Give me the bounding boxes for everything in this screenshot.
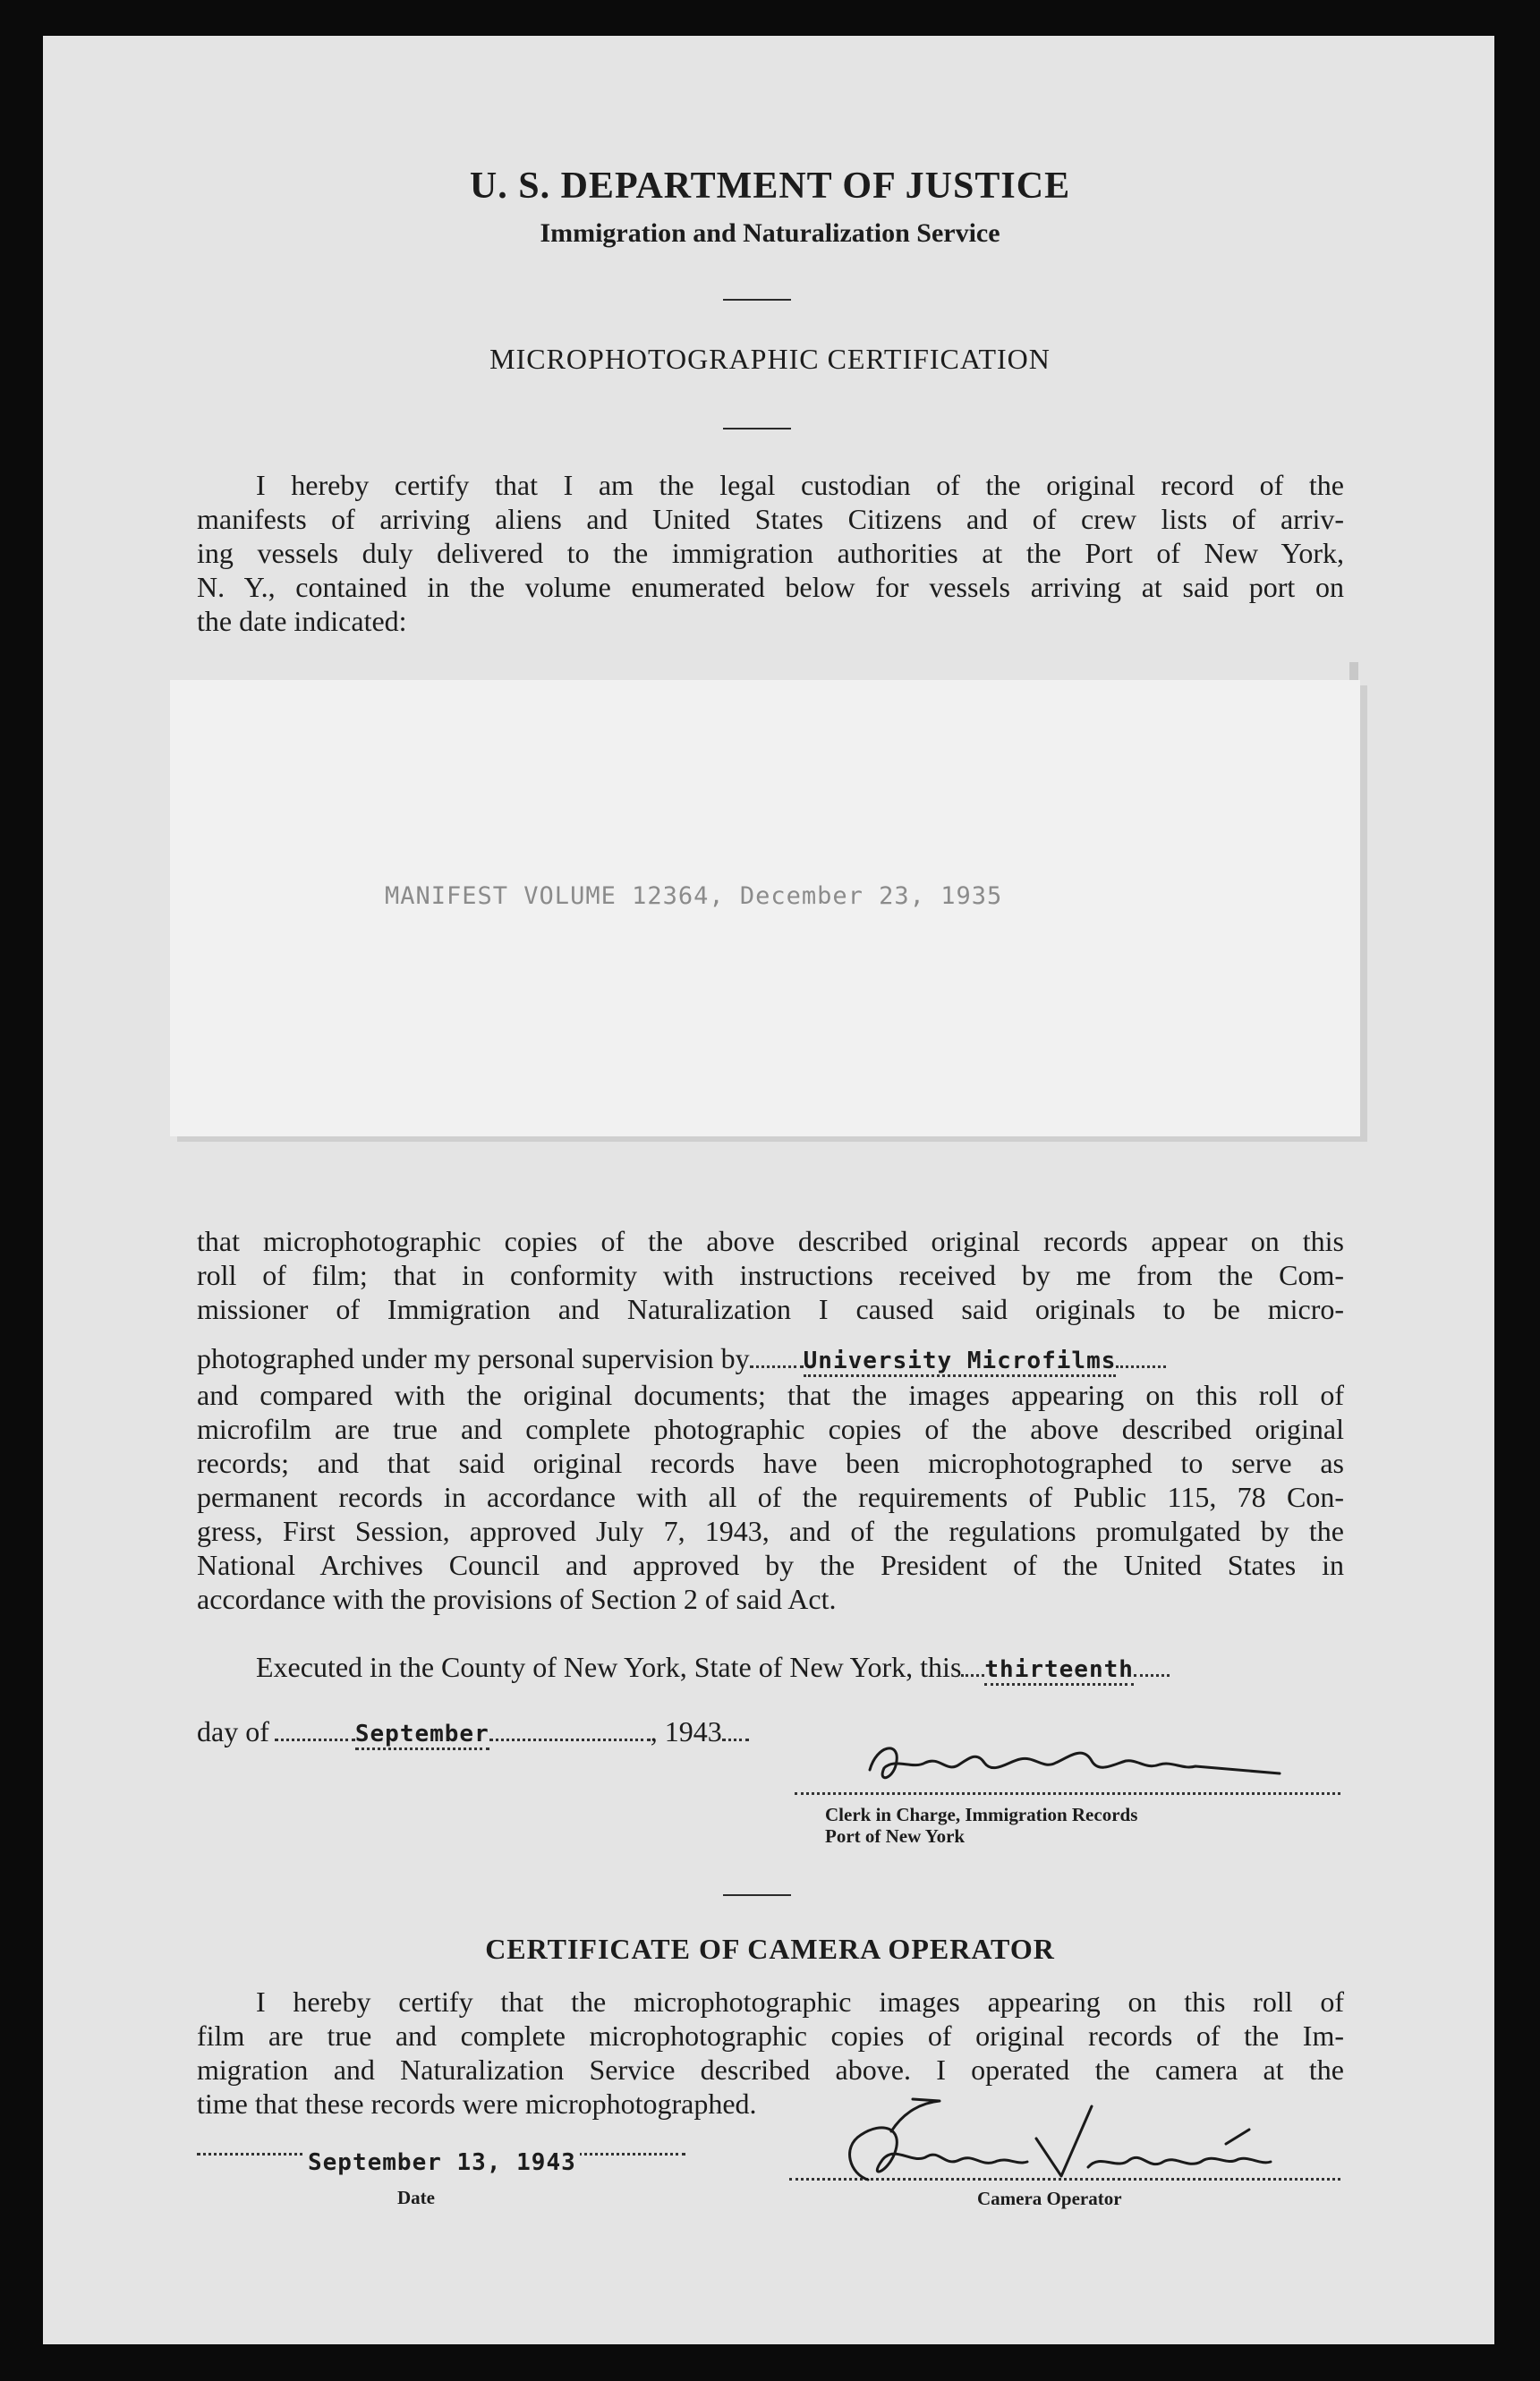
execution-month: September bbox=[355, 1721, 489, 1750]
divider-rule bbox=[723, 428, 791, 429]
supervision-prefix: photographed under my personal supervision by bbox=[197, 1342, 750, 1374]
text-line: permanent records in accordance with all of the requirements of Public 115, 78 Con- bbox=[197, 1481, 1344, 1513]
text-line: I hereby certify that the microphotographic images appearing on this roll of bbox=[256, 1986, 1344, 2018]
dotted-leader bbox=[1134, 1674, 1170, 1677]
divider-rule bbox=[723, 299, 791, 301]
certification-title: MICROPHOTOGRAPHIC CERTIFICATION bbox=[489, 343, 1051, 375]
execution-year: , 1943 bbox=[650, 1715, 722, 1747]
text-line: National Archives Council and approved by the President of the United States in bbox=[197, 1549, 1344, 1581]
text-line: manifests of arriving aliens and United States Citizens and of crew lists of arriv- bbox=[197, 503, 1344, 535]
dotted-leader bbox=[1116, 1365, 1166, 1368]
text-line: time that these records were microphotographed. bbox=[197, 2088, 757, 2120]
clerk-signature bbox=[859, 1734, 1289, 1799]
camera-certificate-title: CERTIFICATE OF CAMERA OPERATOR bbox=[485, 1933, 1055, 1965]
body-paragraph-continued bbox=[197, 1378, 1344, 1616]
camera-operator-label: Camera Operator bbox=[977, 2188, 1122, 2209]
day-of-label: day of bbox=[197, 1715, 269, 1747]
clerk-title: Clerk in Charge, Immigration Records bbox=[825, 1804, 1138, 1825]
text-line: the date indicated: bbox=[197, 605, 407, 637]
dotted-leader bbox=[961, 1674, 984, 1677]
text-line: records; and that said original records have been microphotographed to serve as bbox=[197, 1447, 1344, 1479]
body-paragraph bbox=[197, 1224, 1344, 1326]
text-line: ing vessels duly delivered to the immigration authorities at the Port of New York, bbox=[197, 537, 1344, 569]
clerk-port: Port of New York bbox=[825, 1825, 966, 1847]
dotted-leader bbox=[489, 1739, 651, 1741]
supervisor-name: University Microfilms bbox=[804, 1348, 1117, 1377]
execution-line bbox=[256, 1651, 1170, 1684]
text-line: microfilm are true and complete photographic copies of the above described original bbox=[197, 1413, 1344, 1445]
text-line: roll of film; that in conformity with instructions received by me from the Com- bbox=[197, 1259, 1344, 1291]
text-line: that microphotographic copies of the above described original records appear on this bbox=[197, 1225, 1344, 1257]
text-line: missioner of Immigration and Naturalization I caused said originals to be micro- bbox=[197, 1293, 1344, 1325]
text-line: accordance with the provisions of Section 2 of said Act. bbox=[197, 1583, 837, 1615]
month-line bbox=[197, 1715, 749, 1748]
service-subheading: Immigration and Naturalization Service bbox=[540, 218, 1000, 248]
text-line: I hereby certify that I am the legal custodian of the original record of the bbox=[256, 469, 1344, 501]
camera-date-value: September 13, 1943 bbox=[304, 2149, 580, 2176]
execution-day: thirteenth bbox=[984, 1656, 1134, 1686]
execution-prefix: Executed in the County of New York, State of New York, this bbox=[256, 1651, 962, 1683]
date-label: Date bbox=[397, 2187, 435, 2208]
divider-rule bbox=[723, 1894, 791, 1896]
text-line: film are true and complete microphotographic copies of original records of the Im- bbox=[197, 2020, 1344, 2052]
manifest-volume-text: MANIFEST VOLUME 12364, December 23, 1935 bbox=[385, 882, 1003, 910]
text-line: gress, First Session, approved July 7, 1943, and of the regulations promulgated by the bbox=[197, 1515, 1344, 1547]
dotted-leader bbox=[722, 1739, 749, 1741]
camera-operator-signature bbox=[805, 2094, 1306, 2192]
department-heading: U. S. DEPARTMENT OF JUSTICE bbox=[469, 166, 1071, 207]
intro-paragraph bbox=[197, 468, 1344, 638]
dotted-leader bbox=[750, 1365, 804, 1368]
text-line: N. Y., contained in the volume enumerated below for vessels arriving at said port on bbox=[197, 571, 1344, 603]
supervision-line bbox=[197, 1342, 1344, 1375]
text-line: and compared with the original documents; that the images appearing on this roll of bbox=[197, 1379, 1344, 1411]
text-line: migration and Naturalization Service described above. I operated the camera at the bbox=[197, 2054, 1344, 2086]
dotted-leader bbox=[275, 1739, 355, 1741]
